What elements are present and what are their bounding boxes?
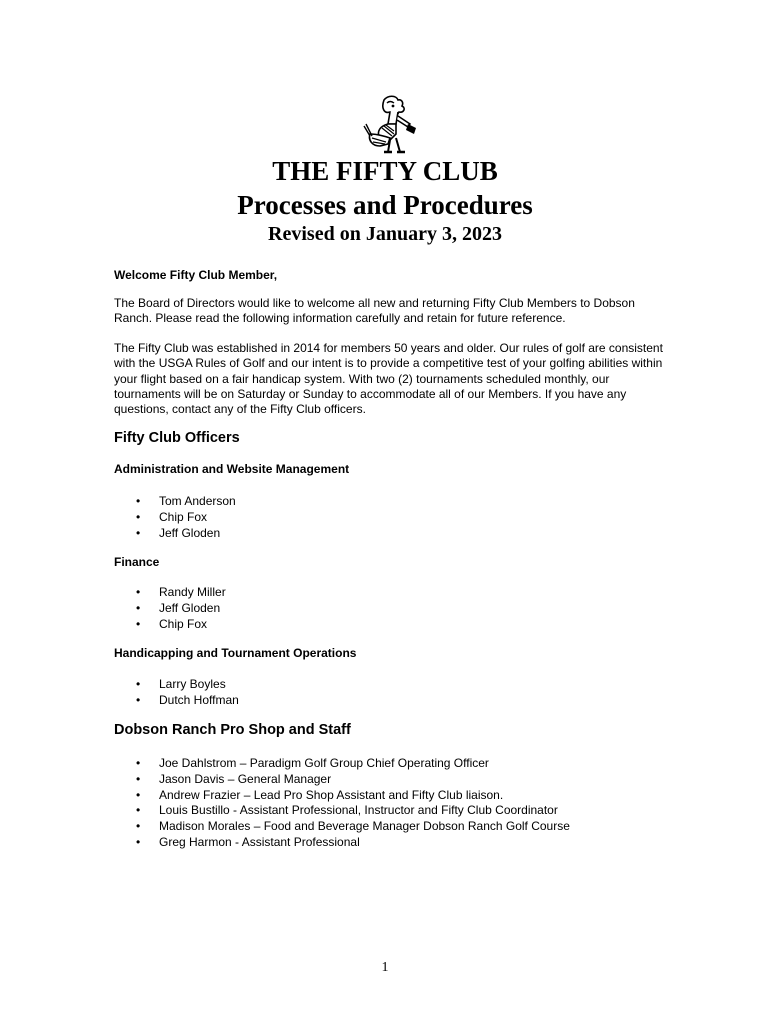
- list-item: • Greg Harmon - Assistant Professional: [114, 835, 570, 851]
- pro-shop-heading: Dobson Ranch Pro Shop and Staff: [114, 722, 351, 738]
- list-item: • Randy Miller: [114, 585, 226, 601]
- history-paragraph: The Fifty Club was established in 2014 for members 50 years and older. Our rules of golf are consistent with the USGA Rules of Golf and our intent is to provide a competitive test of your golfing abilities within your flight based on a fair handicap system. With two (2) tournaments scheduled monthly, our tournaments will be on Saturday or Sunday to accommodate all of our Members. If you have any questions, contact any of the Fifty Club officers.: [114, 341, 663, 417]
- page-number: 1: [381, 960, 389, 975]
- list-item: • Chip Fox: [114, 617, 226, 633]
- document-title: THE FIFTY CLUB: [272, 156, 498, 186]
- list-item: • Jason Davis – General Manager: [114, 772, 570, 788]
- finance-list: [114, 585, 226, 632]
- list-item: • Jeff Gloden: [114, 526, 236, 542]
- list-item: • Tom Anderson: [114, 494, 236, 510]
- group-title-handicapping: Handicapping and Tournament Operations: [114, 646, 357, 660]
- officers-heading: Fifty Club Officers: [114, 430, 240, 446]
- group-title-finance: Finance: [114, 555, 160, 569]
- pro-shop-staff-list: [114, 756, 570, 851]
- group-title-administration: Administration and Website Management: [114, 462, 350, 476]
- document-subtitle: Processes and Procedures: [237, 190, 533, 220]
- revision-date: Revised on January 3, 2023: [268, 223, 502, 245]
- intro-paragraph: The Board of Directors would like to welcome all new and returning Fifty Club Members to Dobson Ranch. Please read the following information carefully and retain for future reference.: [114, 296, 635, 326]
- list-item: • Jeff Gloden: [114, 601, 226, 617]
- list-item: • Madison Morales – Food and Beverage Manager Dobson Ranch Golf Course: [114, 819, 570, 835]
- golfer-caricature-icon: [362, 94, 420, 156]
- greeting: Welcome Fifty Club Member,: [114, 268, 278, 282]
- list-item: • Joe Dahlstrom – Paradigm Golf Group Chief Operating Officer: [114, 756, 570, 772]
- list-item: • Louis Bustillo - Assistant Professional, Instructor and Fifty Club Coordinator: [114, 803, 570, 819]
- list-item: • Larry Boyles: [114, 677, 239, 693]
- list-item: • Chip Fox: [114, 510, 236, 526]
- list-item: • Dutch Hoffman: [114, 693, 239, 709]
- list-item: • Andrew Frazier – Lead Pro Shop Assistant and Fifty Club liaison.: [114, 788, 570, 804]
- administration-list: [114, 494, 236, 541]
- handicapping-list: [114, 677, 239, 709]
